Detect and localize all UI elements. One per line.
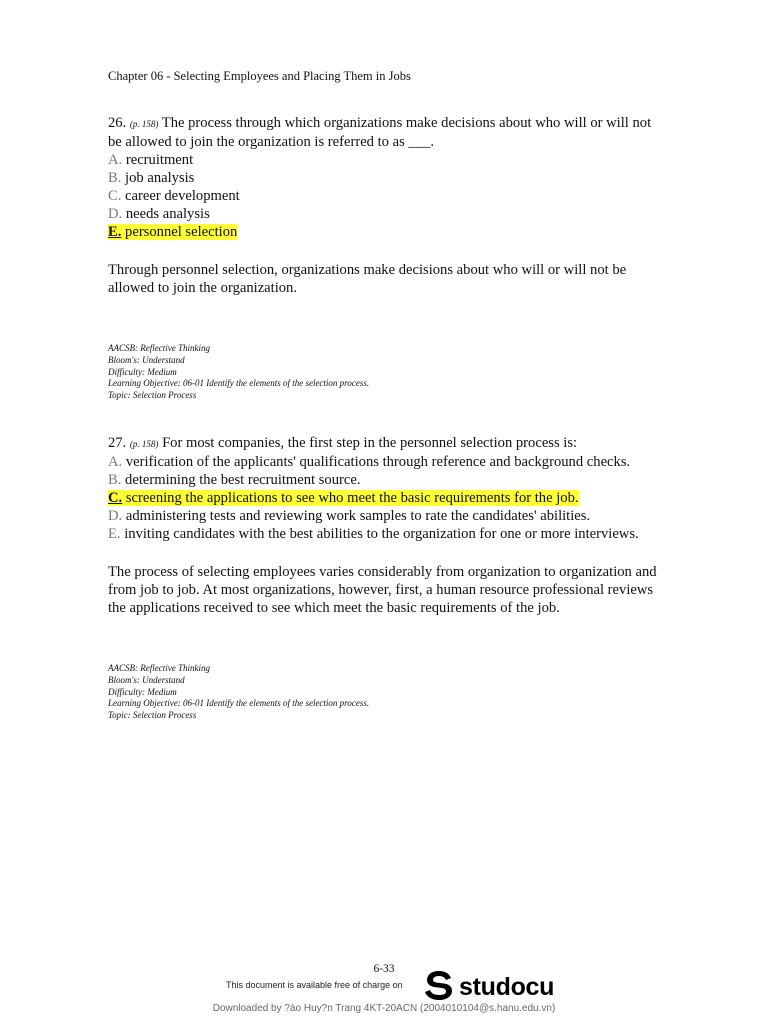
option-e — [108, 525, 698, 543]
option-letter: B. — [108, 170, 122, 186]
correct-answer-highlight — [108, 490, 579, 506]
download-attribution: Downloaded by ?ào Huy?n Trang 4KT-20ACN (2004010104@s.hanu.edu.vn) — [212, 1003, 556, 1014]
meta-blooms: Bloom's: Understand — [108, 354, 185, 365]
option-c — [108, 187, 698, 205]
correct-answer-highlight — [108, 224, 237, 240]
page-reference: (p. 158) — [129, 119, 159, 129]
explanation-line: from job to job. At most organizations, however, first, a human resource professional reviews — [108, 582, 654, 598]
studocu-brand-name: studocu — [459, 973, 555, 1001]
option-letter: E. — [108, 526, 121, 542]
question-number: 26. — [108, 115, 127, 131]
question-26 — [108, 114, 698, 241]
option-b — [108, 169, 698, 187]
option-letter: E. — [108, 224, 122, 240]
meta-aacsb: AACSB: Reflective Thinking — [108, 343, 210, 353]
option-letter: D. — [108, 206, 123, 222]
free-charge-note: This document is available free of charge on — [226, 980, 403, 990]
option-a — [108, 151, 698, 169]
metadata-27 — [108, 663, 369, 722]
explanation-line: the applications received to see which meet the basic requirements of the job. — [108, 600, 560, 616]
option-letter: A. — [108, 152, 123, 168]
option-d — [108, 205, 698, 223]
metadata-26 — [108, 343, 369, 402]
option-d — [108, 507, 698, 525]
option-b — [108, 471, 698, 489]
studocu-logo[interactable] — [424, 969, 554, 1006]
question-27 — [108, 434, 698, 543]
option-text: needs analysis — [125, 206, 210, 222]
question-number: 27. — [108, 435, 127, 451]
question-stem-line2: be allowed to join the organization is referred to as ___. — [108, 134, 434, 150]
meta-difficulty: Difficulty: Medium — [108, 366, 177, 377]
meta-difficulty: Difficulty: Medium — [108, 686, 177, 697]
meta-topic: Topic: Selection Process — [108, 710, 197, 721]
option-e-correct — [108, 223, 698, 241]
option-letter: C. — [108, 490, 123, 506]
option-text: determining the best recruitment source. — [125, 472, 361, 488]
page-number: 6-33 — [373, 963, 395, 975]
studocu-logo-icon — [424, 969, 454, 1006]
meta-learning-objective: Learning Objective: 06-01 Identify the elements of the selection process. — [108, 698, 370, 709]
question-stem — [108, 114, 698, 133]
page-reference: (p. 158) — [129, 439, 159, 449]
option-text: recruitment — [125, 152, 194, 168]
option-text: career development — [125, 188, 240, 204]
explanation-line: The process of selecting employees varies considerably from organization to organization and — [108, 564, 657, 580]
option-text: verification of the applicants' qualifications through reference and background checks. — [125, 454, 631, 470]
option-letter: B. — [108, 472, 122, 488]
question-stem-line1: The process through which organizations make decisions about who will or will not — [161, 115, 652, 131]
explanation-line: allowed to join the organization. — [108, 280, 297, 296]
meta-learning-objective: Learning Objective: 06-01 Identify the elements of the selection process. — [108, 378, 370, 389]
option-text: job analysis — [125, 170, 195, 186]
question-stem-line1: For most companies, the first step in the personnel selection process is: — [162, 435, 578, 451]
option-c-correct — [108, 489, 698, 507]
option-text: administering tests and reviewing work samples to rate the candidates' abilities. — [125, 508, 591, 524]
meta-blooms: Bloom's: Understand — [108, 674, 185, 685]
option-text: screening the applications to see who meet the basic requirements for the job. — [125, 490, 579, 506]
explanation-26 — [108, 261, 698, 297]
option-a — [108, 453, 698, 471]
explanation-27 — [108, 563, 698, 617]
option-text: personnel selection — [125, 224, 238, 240]
meta-topic: Topic: Selection Process — [108, 390, 197, 401]
option-letter: A. — [108, 454, 123, 470]
meta-aacsb: AACSB: Reflective Thinking — [108, 663, 210, 673]
explanation-line: Through personnel selection, organizations make decisions about who will or will not be — [108, 262, 627, 278]
question-stem — [108, 434, 698, 453]
option-text: inviting candidates with the best abilities to the organization for one or more interviews. — [124, 526, 639, 542]
page-header: Chapter 06 - Selecting Employees and Placing Them in Jobs — [108, 69, 411, 83]
option-letter: D. — [108, 508, 123, 524]
option-letter: C. — [108, 188, 122, 204]
